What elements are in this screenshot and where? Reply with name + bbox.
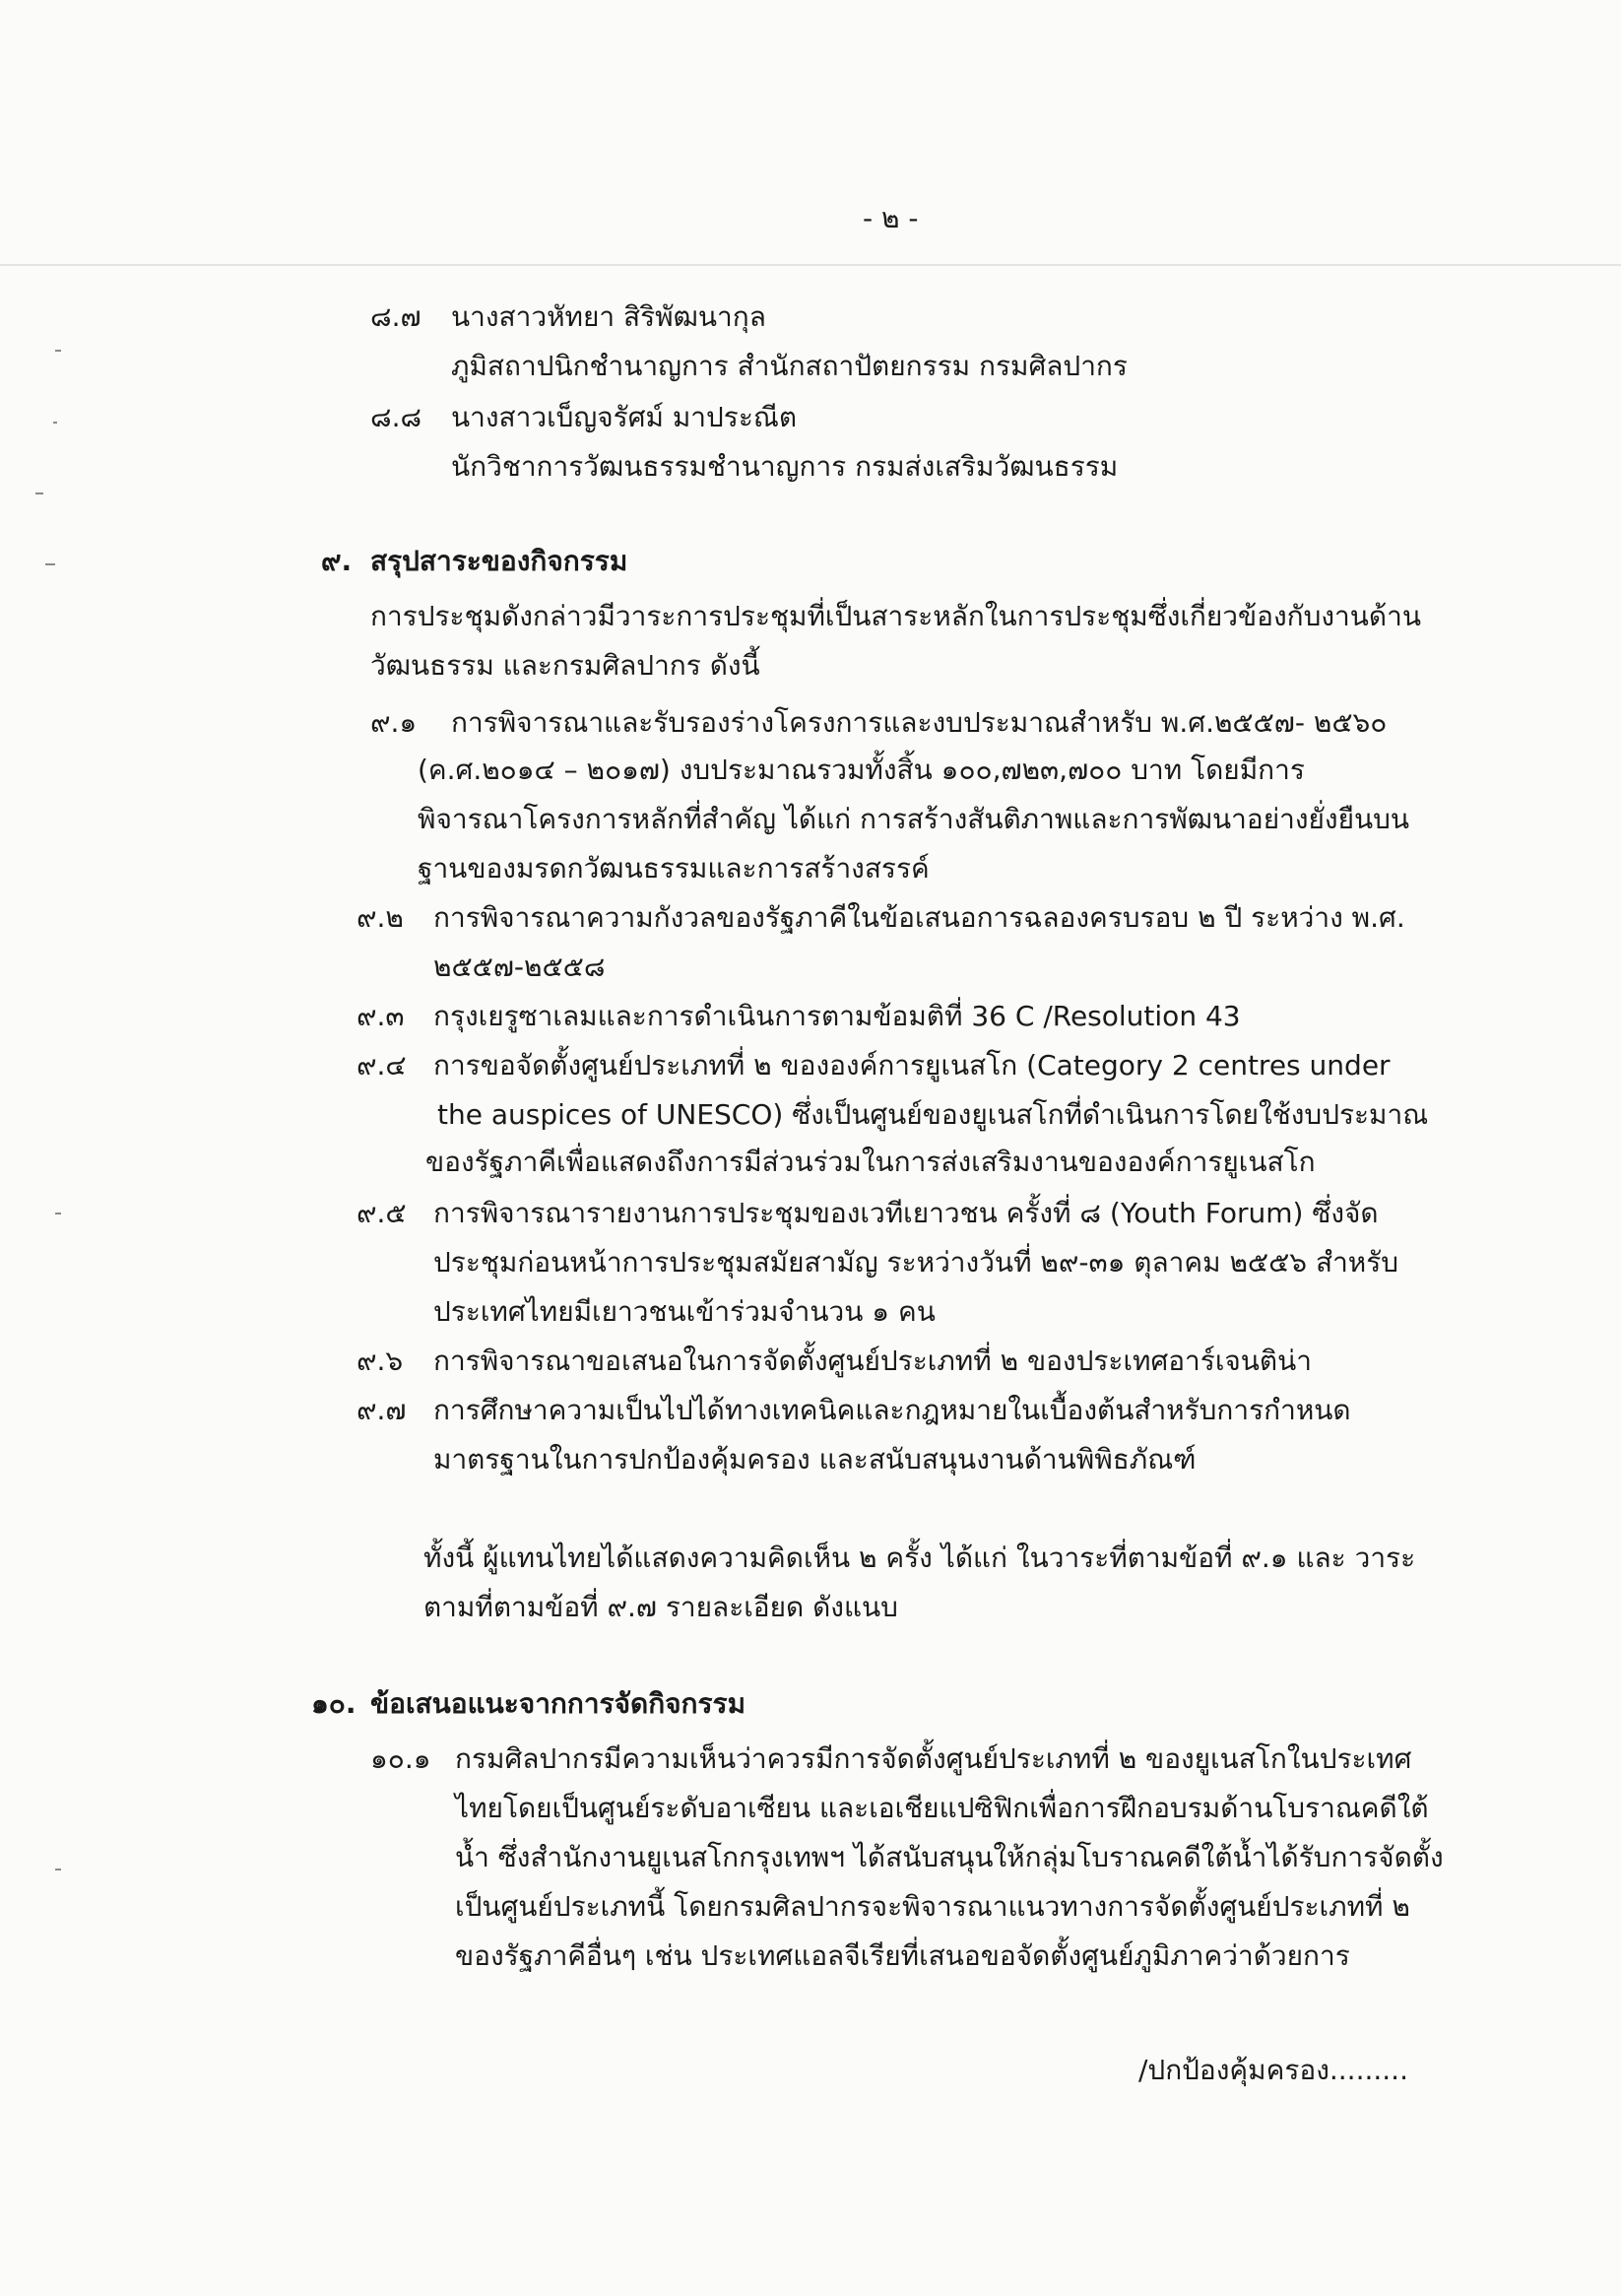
staff-number: ๘.๗ bbox=[370, 300, 421, 333]
staff-position: นักวิชาการวัฒนธรรมชำนาญการ กรมส่งเสริมวัฒนธรรม bbox=[451, 450, 1119, 483]
paragraph-line: การประชุมดังกล่าวมีวาระการประชุมที่เป็นสาระหลักในการประชุมซึ่งเกี่ยวข้องกับงานด้าน bbox=[370, 600, 1421, 632]
continuation-note: /ปกป้องคุ้มครอง......... bbox=[1138, 2054, 1408, 2086]
item-line: การขอจัดตั้งศูนย์ประเภทที่ ๒ ขององค์การยูเนสโก (Category 2 centres under bbox=[433, 1049, 1391, 1082]
page-number: - ๒ - bbox=[863, 202, 919, 234]
staff-name: นางสาวหัทยา สิริพัฒนากุล bbox=[451, 300, 766, 333]
item-line: (ค.ศ.๒๐๑๔ – ๒๐๑๗) งบประมาณรวมทั้งสิ้น ๑๐๐,๗๒๓,๗๐๐ บาท โดยมีการ bbox=[418, 754, 1305, 786]
staff-name: นางสาวเบ็ญจรัศม์ มาประณีต bbox=[451, 401, 798, 433]
item-line: กรุงเยรูซาเลมและการดำเนินการตามข้อมติที่ 36 C /Resolution 43 bbox=[433, 1000, 1241, 1032]
item-line: ประชุมก่อนหน้าการประชุมสมัยสามัญ ระหว่างวันที่ ๒๙-๓๑ ตุลาคม ๒๕๕๖ สำหรับ bbox=[433, 1246, 1399, 1279]
scan-speck bbox=[55, 1869, 61, 1870]
item-number: ๙.๔ bbox=[357, 1049, 407, 1082]
item-line: ไทยโดยเป็นศูนย์ระดับอาเซียน และเอเชียแปซิฟิกเพื่อการฝึกอบรมด้านโบราณคดีใต้ bbox=[455, 1792, 1429, 1824]
item-line: ของรัฐภาคีอื่นๆ เช่น ประเทศแอลจีเรียที่เสนอขอจัดตั้งศูนย์ภูมิภาคว่าด้วยการ bbox=[455, 1939, 1350, 1972]
item-line: ฐานของมรดกวัฒนธรรมและการสร้างสรรค์ bbox=[418, 852, 930, 885]
section-heading: สรุปสาระของกิจกรรม bbox=[370, 545, 628, 577]
item-line: การพิจารณาขอเสนอในการจัดตั้งศูนย์ประเภทที่ ๒ ของประเทศอาร์เจนติน่า bbox=[433, 1345, 1312, 1377]
item-number: ๙.๕ bbox=[357, 1197, 407, 1229]
scan-speck bbox=[53, 422, 57, 424]
item-line: มาตรฐานในการปกป้องคุ้มครอง และสนับสนุนงานด้านพิพิธภัณฑ์ bbox=[433, 1443, 1197, 1476]
item-line: ๒๕๕๗-๒๕๕๘ bbox=[433, 951, 606, 983]
item-line: การพิจารณารายงานการประชุมของเวทีเยาวชน ครั้งที่ ๘ (Youth Forum) ซึ่งจัด bbox=[433, 1197, 1379, 1229]
scan-speck bbox=[55, 350, 61, 352]
item-line: การศึกษาความเป็นไปได้ทางเทคนิคและกฎหมายในเบื้องต้นสำหรับการกำหนด bbox=[433, 1394, 1351, 1426]
item-number: ๙.๒ bbox=[357, 901, 404, 934]
item-line: การพิจารณาความกังวลของรัฐภาคีในข้อเสนอการฉลองครบรอบ ๒ ปี ระหว่าง พ.ศ. bbox=[433, 901, 1405, 934]
staff-position: ภูมิสถาปนิกชำนาญการ สำนักสถาปัตยกรรม กรมศิลปากร bbox=[451, 350, 1128, 382]
scan-divider bbox=[0, 264, 1621, 266]
item-line: การพิจารณาและรับรองร่างโครงการและงบประมาณสำหรับ พ.ศ.๒๕๕๗- ๒๕๖๐ bbox=[451, 706, 1388, 739]
item-line: กรมศิลปากรมีความเห็นว่าควรมีการจัดตั้งศูนย์ประเภทที่ ๒ ของยูเนสโกในประเทศ bbox=[455, 1742, 1412, 1775]
item-line: น้ำ ซึ่งสำนักงานยูเนสโกกรุงเทพฯ ได้สนับสนุนให้กลุ่มโบราณคดีใต้น้ำได้รับการจัดตั้ง bbox=[455, 1841, 1444, 1873]
staff-number: ๘.๘ bbox=[370, 401, 422, 433]
item-number: ๙.๖ bbox=[357, 1345, 404, 1377]
item-line: the auspices of UNESCO) ซึ่งเป็นศูนย์ของยูเนสโกที่ดำเนินการโดยใช้งบประมาณ bbox=[437, 1098, 1429, 1131]
paragraph-line: วัฒนธรรม และกรมศิลปากร ดังนี้ bbox=[370, 649, 760, 682]
section-number: ๙. bbox=[321, 545, 353, 577]
scan-speck bbox=[55, 1213, 61, 1214]
item-line: ของรัฐภาคีเพื่อแสดงถึงการมีส่วนร่วมในการส่งเสริมงานขององค์การยูเนสโก bbox=[425, 1146, 1316, 1178]
item-line: เป็นศูนย์ประเภทนี้ โดยกรมศิลปากรจะพิจารณาแนวทางการจัดตั้งศูนย์ประเภทที่ ๒ bbox=[455, 1890, 1410, 1923]
paragraph-line: ทั้งนี้ ผู้แทนไทยได้แสดงความคิดเห็น ๒ ครั้ง ได้แก่ ในวาระที่ตามข้อที่ ๙.๑ และ วาระ bbox=[423, 1542, 1416, 1574]
item-number: ๙.๓ bbox=[357, 1000, 405, 1032]
item-number: ๑๐.๑ bbox=[370, 1742, 431, 1775]
paragraph-line: ตามที่ตามข้อที่ ๙.๗ รายละเอียด ดังแนบ bbox=[423, 1591, 898, 1623]
item-line: พิจารณาโครงการหลักที่สำคัญ ได้แก่ การสร้างสันติภาพและการพัฒนาอย่างยั่งยืนบน bbox=[418, 803, 1410, 835]
item-number: ๙.๑ bbox=[370, 706, 418, 739]
scan-speck bbox=[45, 563, 55, 565]
item-number: ๙.๗ bbox=[357, 1394, 407, 1426]
section-number: ๑๐. bbox=[311, 1687, 357, 1720]
item-line: ประเทศไทยมีเยาวชนเข้าร่วมจำนวน ๑ คน bbox=[433, 1295, 936, 1328]
scan-speck bbox=[35, 492, 43, 494]
section-heading: ข้อเสนอแนะจากการจัดกิจกรรม bbox=[370, 1687, 746, 1720]
